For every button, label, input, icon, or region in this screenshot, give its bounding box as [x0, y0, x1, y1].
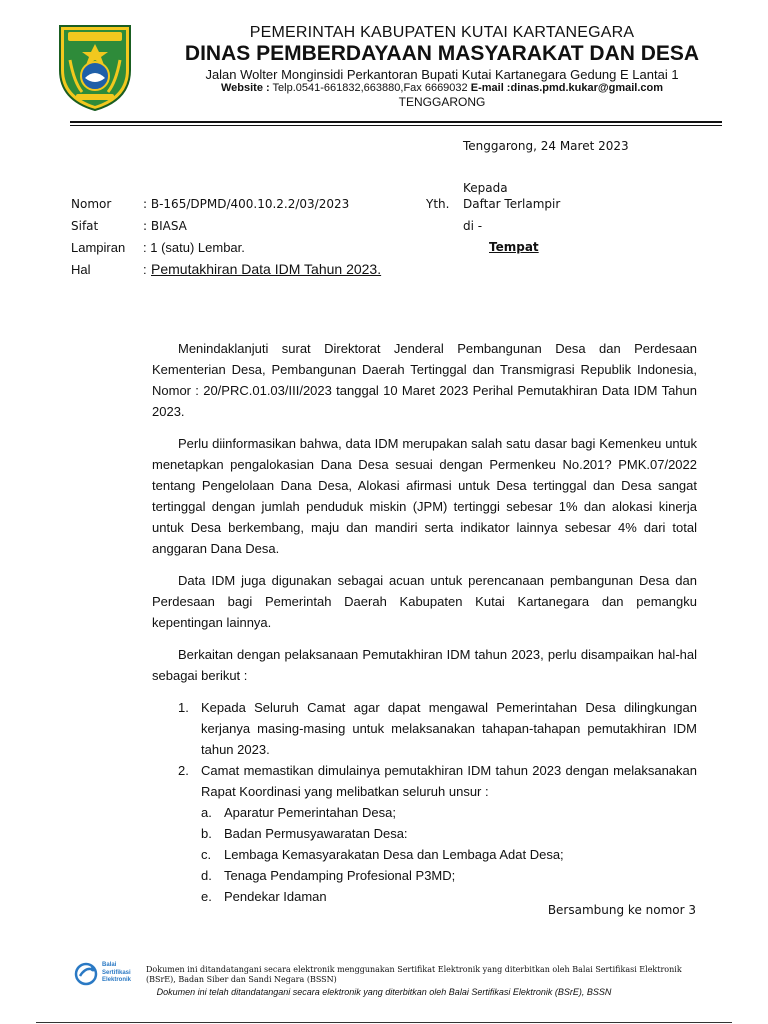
- header-rule-thin: [70, 125, 722, 126]
- footer-note: Dokumen ini telah ditandatangani secara elektronik yang diterbitkan oleh Balai Sertifikasi Elektronik (BSrE), BSSN: [156, 987, 612, 997]
- sub-list-item: [201, 865, 697, 886]
- recipient-place: Tempat: [489, 240, 539, 254]
- letter-date: Tenggarong, 24 Maret 2023: [463, 139, 629, 153]
- letter-body: [152, 338, 697, 907]
- government-name: PEMERINTAH KABUPATEN KUTAI KARTANEGARA: [249, 24, 635, 41]
- office-city: TENGGARONG: [398, 95, 486, 109]
- bsre-emblem-icon: [74, 962, 100, 986]
- recipient-yth: Yth.: [426, 197, 450, 211]
- list-item-number: 2.: [178, 763, 189, 778]
- sub-list-item: [201, 823, 697, 844]
- bsre-logo-line2: Sertifikasi: [102, 969, 131, 976]
- recipient-name: Daftar Terlampir: [463, 197, 561, 211]
- sub-item-text: Lembaga Kemasyarakatan Desa dan Lembaga Adat Desa;: [224, 847, 564, 862]
- recipient-kepada: Kepada: [463, 181, 508, 195]
- footer-rule: [36, 1022, 732, 1023]
- paragraph-3: Data IDM juga digunakan sebagai acuan untuk perencanaan pembangunan Desa dan Perdesaan bagi Pemerintah Daerah Kabupaten Kutai Kartanegara dan pemangku kepentingan lainnya.: [152, 573, 697, 630]
- email-label: E-mail :: [470, 82, 511, 94]
- bsre-note-line1: Dokumen ini ditandatangani secara elektronik menggunakan Sertifikat Elektronik yang diterbitkan oleh Balai Sertifikasi Elektronik: [146, 965, 682, 974]
- sub-item-letter: c.: [201, 847, 212, 862]
- nomor-value: : B-165/DPMD/400.10.2.2/03/2023: [143, 197, 350, 211]
- sub-item-text: Pendekar Idaman: [224, 889, 327, 904]
- office-address: Jalan Wolter Monginsidi Perkantoran Bupati Kutai Kartanegara Gedung E Lantai 1: [205, 67, 679, 82]
- bsre-logo: [74, 962, 144, 986]
- hal-value: Pemutakhiran Data IDM Tahun 2023.: [151, 261, 382, 277]
- sifat-value: : BIASA: [143, 219, 187, 233]
- website-label: Website :: [220, 82, 270, 94]
- recipient-di: di -: [463, 219, 483, 233]
- header-rule-thick: [70, 121, 722, 123]
- kutai-kartanegara-emblem: [52, 20, 138, 112]
- list-item-number: 1.: [178, 700, 189, 715]
- continued-note: Bersambung ke nomor 3: [547, 903, 696, 917]
- sub-item-letter: e.: [201, 889, 212, 904]
- nomor-label: Nomor: [71, 197, 112, 211]
- lampiran-label: Lampiran: [71, 240, 126, 255]
- phone-fax: Telp.0541-661832,663880,Fax 6669032: [272, 82, 468, 94]
- list-item-text: Camat memastikan dimulainya pemutakhiran IDM tahun 2023 dengan melaksanakan Rapat Koordinasi yang melibatkan seluruh unsur :: [201, 763, 697, 799]
- sub-item-letter: a.: [201, 805, 212, 820]
- sub-list-item: [201, 844, 697, 865]
- sub-item-text: Aparatur Pemerintahan Desa;: [224, 805, 396, 820]
- bsre-logo-line3: Elektronik: [102, 977, 132, 983]
- list-item-text: Kepada Seluruh Camat agar dapat mengawal Pemerintahan Desa dilingkungan kerjanya masing-masing untuk melaksanakan tahapan-tahapan pemutakhiran IDM tahun 2023.: [201, 700, 697, 757]
- bsre-logo-line1: Balai: [102, 962, 117, 968]
- list-item: [152, 697, 697, 760]
- office-name: DINAS PEMBERDAYAAN MASYARAKAT DAN DESA: [184, 42, 700, 65]
- paragraph-1: Menindaklanjuti surat Direktorat Jenderal Pembangunan Desa dan Perdesaan Kementerian Desa, Pembangunan Daerah Tertinggal dan Transmigrasi Republik Indonesia, Nomor : 20/PRC.01.03/III/2023 tanggal 10 Maret 2023 Perihal Pemutakhiran Data IDM Tahun 2023.: [152, 341, 697, 419]
- sub-list: [201, 802, 697, 907]
- sub-item-text: Tenaga Pendamping Profesional P3MD;: [224, 868, 456, 883]
- hal-label: Hal: [71, 262, 91, 277]
- list-item: [152, 760, 697, 907]
- numbered-list: [152, 697, 697, 907]
- sub-item-letter: d.: [201, 868, 212, 883]
- sub-item-text: Badan Permusyawaratan Desa:: [224, 826, 408, 841]
- lampiran-value: : 1 (satu) Lembar.: [143, 240, 245, 255]
- paragraph-4: Berkaitan dengan pelaksanaan Pemutakhiran IDM tahun 2023, perlu disampaikan hal-hal sebagai berikut :: [152, 647, 697, 683]
- sub-list-item: [201, 802, 697, 823]
- sub-item-letter: b.: [201, 826, 212, 841]
- email-address: dinas.pmd.kukar@gmail.com: [510, 82, 664, 94]
- paragraph-2: Perlu diinformasikan bahwa, data IDM merupakan salah satu dasar bagi Kemenkeu untuk menetapkan pengalokasian Dana Desa sesuai dengan Permenkeu No.201? PMK.07/2022 tentang Pengelolaan Dana Desa, Alokasi afirmasi untuk Desa tertinggal dan Desa sangat tertinggal dengan jumlah penduduk miskin (JPM) tertinggi sebesar 1% dan alokasi kinerja untuk Desa berkembang, maju dan mandiri serta indikator lainnya sebesar 4% dari total anggaran Dana Desa.: [152, 436, 697, 556]
- hal-colon: :: [143, 262, 147, 277]
- bsre-signature-note: [146, 965, 682, 985]
- contact-line: [140, 82, 744, 94]
- bsre-note-line2: (BSrE), Badan Siber dan Sandi Negara (BSSN): [146, 975, 337, 984]
- sifat-label: Sifat: [71, 219, 99, 233]
